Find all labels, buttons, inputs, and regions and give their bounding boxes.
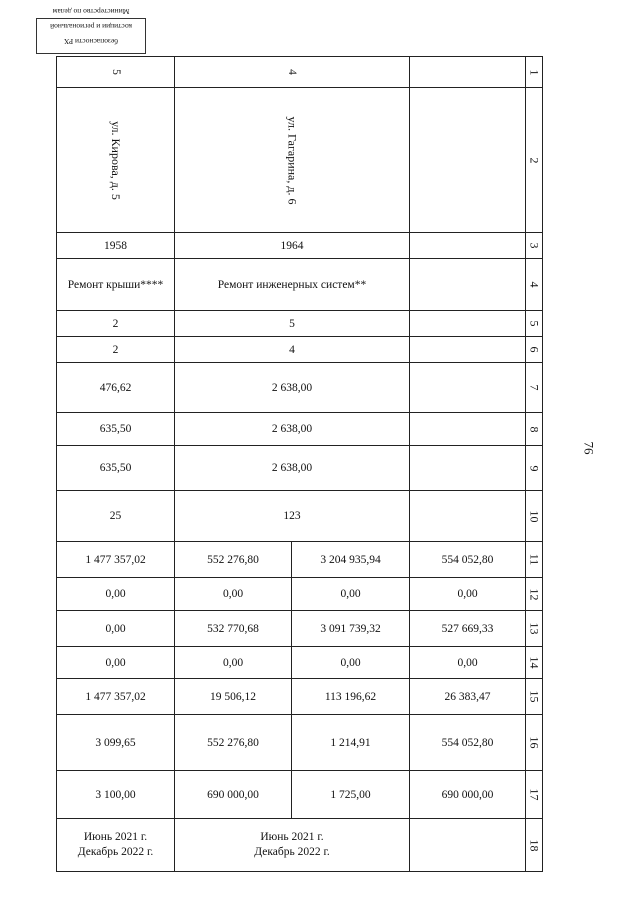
table-cell: 25 — [57, 491, 175, 542]
table-row — [57, 233, 543, 259]
row-number: 17 — [526, 771, 543, 819]
table-cell: 2 — [57, 337, 175, 363]
table-row — [57, 337, 543, 363]
stamp-text: безопасности РХ костиции и региональной Министерство по делам — [50, 7, 132, 46]
table-row — [57, 446, 543, 491]
table-cell: 1958 — [57, 233, 175, 259]
table-row — [57, 311, 543, 337]
table-cell: 635,50 — [57, 446, 175, 491]
table-row — [57, 819, 543, 872]
table-cell — [410, 233, 526, 259]
table-row — [57, 491, 543, 542]
row-number: 8 — [526, 413, 543, 446]
address-cell: ул. Гагарина, д. 6 — [175, 88, 410, 233]
table-cell: 3 204 935,94 — [292, 542, 410, 578]
table-row — [57, 647, 543, 679]
table-cell — [410, 446, 526, 491]
table-cell — [410, 88, 526, 233]
row-number: 3 — [526, 233, 543, 259]
row-number: 4 — [526, 259, 543, 311]
table-cell — [410, 819, 526, 872]
table-cell: 0,00 — [57, 647, 175, 679]
table-cell: 4 — [175, 337, 410, 363]
table-cell — [410, 363, 526, 413]
ministry-stamp — [36, 7, 146, 54]
table-cell — [410, 311, 526, 337]
table-row — [57, 542, 543, 578]
row-number: 9 — [526, 446, 543, 491]
row-number: 16 — [526, 715, 543, 771]
table-cell: Июнь 2021 г. Декабрь 2022 г. — [57, 819, 175, 872]
row-number: 7 — [526, 363, 543, 413]
table-cell: 2 — [57, 311, 175, 337]
table-cell — [410, 57, 526, 88]
table-cell: 3 100,00 — [57, 771, 175, 819]
table-cell — [410, 337, 526, 363]
table-row — [57, 413, 543, 446]
table-cell: 123 — [175, 491, 410, 542]
table-cell: 0,00 — [175, 578, 292, 611]
table-cell: 1 477 357,02 — [57, 679, 175, 715]
row-number: 1 — [526, 57, 543, 88]
table-cell: 2 638,00 — [175, 363, 410, 413]
row-number: 11 — [526, 542, 543, 578]
table-cell: 2 638,00 — [175, 446, 410, 491]
table-cell: 19 506,12 — [175, 679, 292, 715]
table-cell — [410, 259, 526, 311]
table-row — [57, 57, 543, 88]
row-number: 15 — [526, 679, 543, 715]
table-cell: 4 — [175, 57, 410, 88]
table-cell: 476,62 — [57, 363, 175, 413]
table-cell — [410, 491, 526, 542]
table-row — [57, 771, 543, 819]
table-cell: 527 669,33 — [410, 611, 526, 647]
table-cell — [410, 413, 526, 446]
table-cell: 0,00 — [410, 578, 526, 611]
table-cell: 1964 — [175, 233, 410, 259]
table-row — [57, 611, 543, 647]
table-cell: 1 725,00 — [292, 771, 410, 819]
table-cell: 552 276,80 — [175, 715, 292, 771]
table-cell: 0,00 — [292, 647, 410, 679]
table-cell: Ремонт крыши**** — [57, 259, 175, 311]
row-number: 5 — [526, 311, 543, 337]
table-cell: 0,00 — [57, 611, 175, 647]
table-row — [57, 259, 543, 311]
table-cell: 2 638,00 — [175, 413, 410, 446]
table-cell: 1 477 357,02 — [57, 542, 175, 578]
repair-program-table — [56, 56, 543, 872]
table-cell: 532 770,68 — [175, 611, 292, 647]
table-row — [57, 88, 543, 233]
table-cell: 554 052,80 — [410, 542, 526, 578]
row-number: 13 — [526, 611, 543, 647]
table-cell: Ремонт инженерных систем** — [175, 259, 410, 311]
table-cell: 0,00 — [410, 647, 526, 679]
table-cell: 0,00 — [175, 647, 292, 679]
table-cell: 0,00 — [57, 578, 175, 611]
table-cell: Июнь 2021 г. Декабрь 2022 г. — [175, 819, 410, 872]
table-cell: 3 091 739,32 — [292, 611, 410, 647]
table-cell: 635,50 — [57, 413, 175, 446]
table-row — [57, 715, 543, 771]
table-row — [57, 578, 543, 611]
table-row — [57, 363, 543, 413]
table-row — [57, 679, 543, 715]
table-cell: 113 196,62 — [292, 679, 410, 715]
table-cell: 26 383,47 — [410, 679, 526, 715]
row-number: 12 — [526, 578, 543, 611]
table-cell: 552 276,80 — [175, 542, 292, 578]
page-number: 76 — [581, 441, 597, 455]
row-number: 14 — [526, 647, 543, 679]
row-number: 6 — [526, 337, 543, 363]
table-cell: 5 — [175, 311, 410, 337]
table-cell: 690 000,00 — [410, 771, 526, 819]
table-cell: 0,00 — [292, 578, 410, 611]
row-number: 18 — [526, 819, 543, 872]
row-number: 2 — [526, 88, 543, 233]
table-cell: 1 214,91 — [292, 715, 410, 771]
table-cell: 554 052,80 — [410, 715, 526, 771]
table-cell: 5 — [57, 57, 175, 88]
address-cell: ул. Кирова, д. 5 — [57, 88, 175, 233]
table-cell: 690 000,00 — [175, 771, 292, 819]
row-number: 10 — [526, 491, 543, 542]
table-cell: 3 099,65 — [57, 715, 175, 771]
